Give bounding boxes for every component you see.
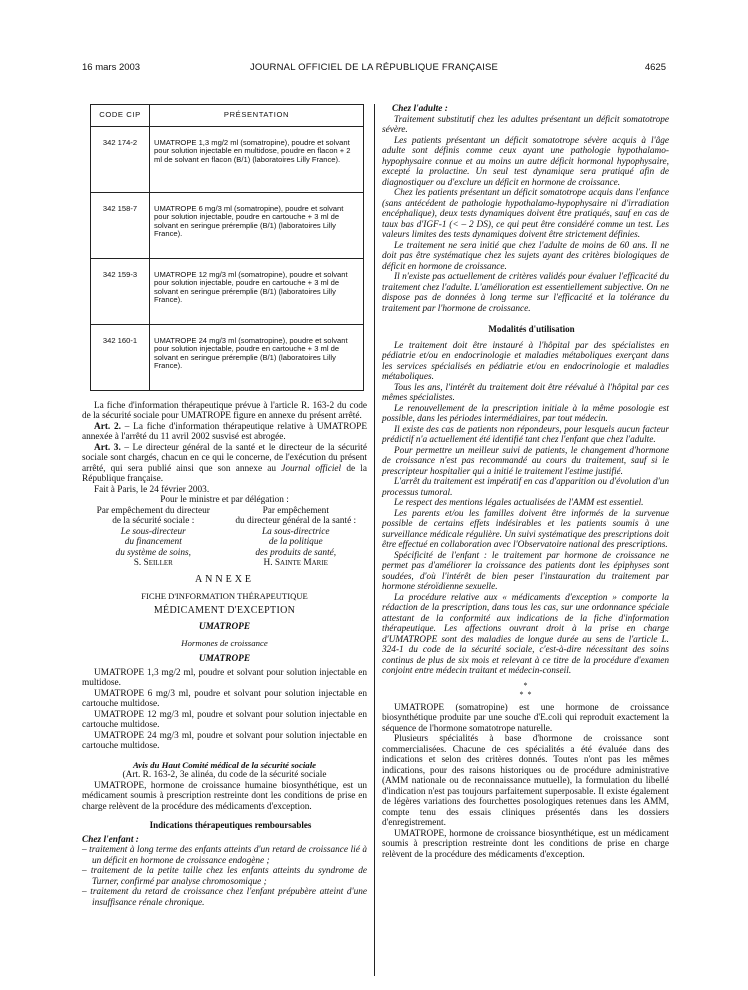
sig-line: La sous-directrice [261,526,330,537]
pour-le-ministre: Pour le ministre et par délégation : [160,495,289,506]
sig-line: de la sécurité sociale : [112,516,195,527]
bottom-paragraph: Plusieurs spécialités à base d'hormone de croissance sont commercialisées. Chacune de ces spécialités a été évaluée dans des indications et selon des critères donnés. Toutes n'ont pas les mêmes indications, pour des raisons historiques ou de procédure administrative (AMM nationale ou de reconnaissance mutuelle), la formulation du libellé d'indication n'est pas toujours parfaitement superposable. Il existe également de légères variations des fourchettes posologiques retenues dans les AMM, compte tenu des essais cliniques présentés dans les dossiers d'enregistrement. [382,734,669,828]
indications-title: Indications thérapeutiques remboursables [149,820,312,831]
adulte-label: Chez l'adulte : [392,104,448,114]
modalites-title: Modalités d'utilisation [488,324,575,334]
modalites-paragraph: Spécificité de l'enfant : le traitement par hormone de croissance ne permet pas d'améliorer la croissance des patients dont les épiphyses sont soudées, d'où l'intérêt de bien peser l'instauration du traitement par hormone stéroïdienne sexuelle. [382,550,669,592]
table-row [91,192,364,258]
article-3-text: – Le directeur général de la santé et le directeur de la sécurité sociale sont chargés, chacun en ce qui le concerne, de l'exécution du présent arrêté, qui sera publié ainsi que son annexe au [82,442,367,474]
sig-line: Le sous-directeur [120,526,186,537]
annexe-heading: ANNEXE [194,573,255,585]
presentation-line: UMATROPE 1,3 mg/2 ml, poudre et solvant pour solution injectable en multidose. [82,667,367,689]
list-item: – traitement à long terme des enfants atteints d'un retard de croissance lié à un déficit en hormone de croissance endogène ; [82,845,367,866]
sig-name: H. Sainte Marie [263,558,328,569]
table-row [91,126,364,192]
table-cell-desc: UMATROPE 12 mg/3 ml (somatropine), poudre et solvant pour solution injectable, poudre en cartouche + 3 ml de solvant en seringue préremplie (B/1) (laboratoires Lilly France). [150,258,364,324]
right-column [382,104,669,860]
bottom-paragraph: UMATROPE, hormone de croissance biosynthétique, est un médicament soumis à prescription restreinte dont les conditions de prise en charge relèvent de la procédure des médicaments d'exception. [382,828,669,860]
table-cell-code: 342 158-7 [91,192,150,258]
modalites-paragraph: Les parents et/ou les familles doivent être informés de la survenue possible de certains effets indésirables et les patients soumis à une surveillance médicale régulière. Un suivi systématique des prescriptions doit être effectué en collaboration avec l'Observatoire national des prescriptions. [382,508,669,550]
table-cell-desc: UMATROPE 6 mg/3 ml (somatropine), poudre et solvant pour solution injectable, poudre en cartouche + 3 ml de solvant en seringue préremplie (B/1) (laboratoires Lilly France). [150,192,364,258]
presentation-line: UMATROPE 24 mg/3 ml, poudre et solvant pour solution injectable en cartouche multidose. [82,730,367,752]
table-cell-code: 342 160-1 [91,324,150,390]
header-journal-title: JOURNAL OFFICIEL DE LA RÉPUBLIQUE FRANÇAISE [249,62,499,73]
table-header-code: CODE CIP [91,105,150,127]
sig-line: du financement [124,537,182,548]
enfant-list [82,845,367,908]
medicament-exception-heading: MÉDICAMENT D'EXCEPTION [153,604,296,616]
adulte-paragraph: Les patients présentant un déficit somatotrope sévère acquis à l'âge adulte sont définis comme ceux ayant une pathologie hypothalamo-hypophysaire connue et au moins un autre déficit hormonal hypophysaire, excepté la prolactine. Un seul test dynamique sera pratiqué afin de diagnostiquer ou d'exclure un déficit en hormone de croissance. [382,135,669,188]
sig-line: Par empêchement [262,505,329,516]
enfant-label: Chez l'enfant : [82,834,139,845]
article-2-label: Art. 2. [94,421,121,432]
signature-block [82,506,367,569]
table-cell-code: 342 174-2 [91,126,150,192]
article-3 [82,443,367,485]
presentation-line: UMATROPE 6 mg/3 ml, poudre et solvant pour solution injectable en cartouche multidose. [82,688,367,710]
sig-name: S. Seiller [133,558,173,569]
sig-line: des produits de santé, [255,547,337,558]
table-cell-desc: UMATROPE 24 mg/3 ml (somatropine), poudre et solvant pour solution injectable, poudre en cartouche + 3 ml de solvant en seringue préremplie (B/1) (laboratoires Lilly France). [150,324,364,390]
avis-text: UMATROPE, hormone de croissance humaine biosynthétique, est un médicament soumis à prescription restreinte dont les conditions de prise en charge relèvent de la procédure des médicaments d'exception. [82,780,367,812]
umatrope-title-2: UMATROPE [198,654,251,665]
table-cell-desc: UMATROPE 1,3 mg/2 ml (somatropine), poudre et solvant pour solution injectable en multidose, poudre en flacon + 2 ml de solvant en flacon (B/1) (laboratoires Lilly France). [150,126,364,192]
table-cell-code: 342 159-3 [91,258,150,324]
asterism-separator: * * * [519,680,532,699]
article-2 [82,422,367,443]
presentation-table [90,104,364,391]
fiche-heading: FICHE D'INFORMATION THÉRAPEUTIQUE [141,591,308,602]
article-2-text: – La fiche d'information thérapeutique relative à UMATROPE annexée à l'arrêté du 11 avril 2002 susvisé est abrogée. [82,421,368,443]
column-divider [374,104,375,976]
header-date: 16 mars 2003 [82,62,141,73]
article-3-journal: Journal officiel [281,463,342,474]
sig-line: du système de soins, [115,547,191,558]
modalites-paragraph: La procédure relative aux « médicaments d'exception » comporte la rédaction de la prescription, dans tous les cas, sur une ordonnance spéciale attestant de la conformité aux indications de la fiche d'information thérapeutique. Les affections ouvrant droit à la prise en charge d'UMATROPE sont des maladies de longue durée au sens de l'article L. 324-1 du code de la sécurité sociale, c'est-à-dire nécessitant des soins continus de plus de six mois et relevant à ce titre de la procédure d'examen conjoint entre médecin traitant et médecin-conseil. [382,592,669,676]
intro-paragraph: La fiche d'information thérapeutique prévue à l'article R. 163-2 du code de la sécurité sociale pour UMATROPE figure en annexe du présent arrêté. [82,400,367,422]
fait-a-paris: Fait à Paris, le 24 février 2003. [94,484,210,495]
modalites-paragraph: Le renouvellement de la prescription initiale à la même posologie est possible, dans les périodes intermédiaires, par tout médecin. [382,403,669,424]
hormones-subtitle: Hormones de croissance [181,637,268,648]
modalites-paragraph: Le respect des mentions légales actualisées de l'AMM est essentiel. [394,498,644,508]
modalites-paragraph: Pour permettre un meilleur suivi de patients, le changement d'hormone de croissance n'est pas recommandé au cours du traitement, sauf si le prescripteur hospitalier qui a initié le traitement l'estime justifié. [382,445,669,477]
bottom-paragraph: UMATROPE (somatropine) est une hormone de croissance biosynthétique produite par une souche d'E.coli qui reproduit exactement la séquence de l'hormone somatotrope naturelle. [382,702,669,734]
modalites-paragraph: Il existe des cas de patients non répondeurs, pour lesquels aucun facteur prédictif n'a actuellement été identifié tant chez l'enfant que chez l'adulte. [382,424,669,445]
adulte-paragraph: Chez les patients présentant un déficit somatotrope acquis dans l'enfance (sans antécédent de pathologie hypothalamo-hypophysaire ni d'irradiation encéphalique), deux tests dynamiques doivent être pratiqués, sauf en cas de taux bas d'IGF-1 (< – 2 DS), ce qui peut être considéré comme un test. Les valeurs limites des tests dynamiques doivent être strictement définies. [382,188,669,240]
adulte-paragraph: Traitement substitutif chez les adultes présentant un déficit somatotrope sévère. [382,114,669,135]
table-header-presentation: PRÉSENTATION [150,105,364,127]
left-column [82,104,367,908]
table-row [91,258,364,324]
header-page-number: 4625 [644,62,666,73]
signature-right [225,506,368,569]
table-row [91,324,364,390]
sig-line: du directeur général de la santé : [235,516,357,527]
list-item: – traitement du retard de croissance chez l'enfant prépubère atteint d'une insuffisance rénale chronique. [82,887,367,908]
modalites-paragraph: L'arrêt du traitement est impératif en cas d'apparition ou d'évolution d'un processus tumoral. [382,477,669,498]
adulte-paragraph: Le traitement ne sera initié que chez l'adulte de moins de 60 ans. Il ne doit pas être systématique chez les sujets ayant des critères biologiques de déficit en hormone de croissance. [382,240,669,272]
list-item: – traitement de la petite taille chez les enfants atteints du syndrome de Turner, confirmé par analyse chromosomique ; [82,866,367,887]
presentation-line: UMATROPE 12 mg/3 ml, poudre et solvant pour solution injectable en cartouche multidose. [82,709,367,731]
signature-left [82,506,225,569]
article-3-end: de la République française. [82,463,367,485]
avis-reference: (Art. R. 163-2, 3e alinéa, du code de la sécurité sociale [122,770,327,781]
sig-line: de la politique [268,537,323,548]
modalites-paragraph: Tous les ans, l'intérêt du traitement doit être réévalué à l'hôpital par ces mêmes spécialistes. [382,382,669,403]
adulte-paragraph: Il n'existe pas actuellement de critères validés pour évaluer l'efficacité du traitement chez l'adulte. L'amélioration est essentiellement subjective. On ne dispose pas de données à long terme sur l'efficacité et la tolérance du traitement par l'hormone de croissance. [382,272,669,314]
avis-title: Avis du Haut Comité médical de la sécurité sociale [132,759,317,770]
umatrope-title-1: UMATROPE [198,622,251,633]
page-header [82,62,666,76]
sig-line: Par empêchement du directeur [96,505,210,516]
modalites-paragraph: Le traitement doit être instauré à l'hôpital par des spécialistes en pédiatrie et/ou en endocrinologie et maladies métaboliques exerçant dans les services spécialisés en pédiatrie et/ou en endocrinologie et maladies métaboliques. [382,340,669,382]
article-3-label: Art. 3. [94,442,121,453]
